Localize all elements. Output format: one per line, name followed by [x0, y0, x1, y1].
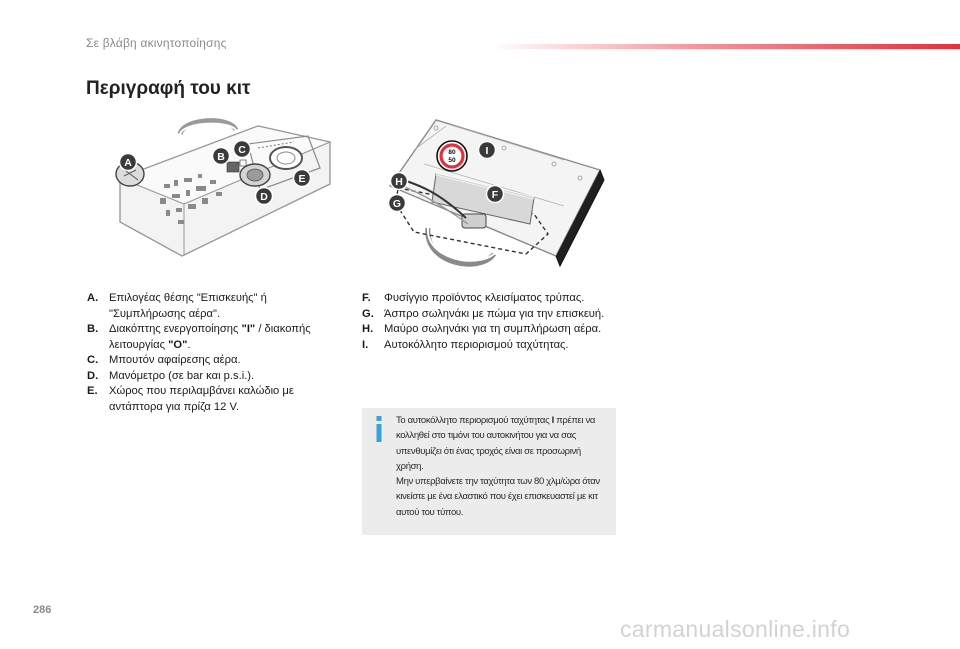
list-item-text: Άσπρο σωληνάκι με πώμα για την επισκευή.	[384, 307, 605, 320]
badge-c-label: C	[238, 144, 246, 156]
list-item-text: Μανόμετρο (σε bar και p.s.i.).	[109, 369, 255, 382]
badge-d-label: D	[260, 191, 268, 203]
list-item-letter: E.	[87, 385, 98, 397]
speed-sign-bottom: 50	[448, 157, 456, 164]
page-number: 286	[33, 604, 52, 616]
list-item	[87, 369, 342, 385]
list-item	[362, 322, 617, 338]
kit-compressor-illustration	[108, 118, 340, 270]
list-item	[362, 338, 617, 354]
section-header: Σε βλάβη ακινητοποίησης	[86, 36, 227, 50]
list-item-text: Μπουτόν αφαίρεσης αέρα.	[109, 354, 241, 366]
badge-i-label: I	[485, 145, 489, 157]
badge-h-label: H	[395, 176, 403, 188]
component-list-right	[362, 291, 617, 353]
list-item-letter: F.	[362, 292, 371, 304]
list-item	[87, 384, 342, 415]
speed-sign-top: 80	[448, 149, 456, 156]
list-item-letter: I.	[362, 338, 369, 351]
list-item-letter: H.	[362, 323, 374, 335]
badge-f-label: F	[491, 189, 499, 201]
info-box	[362, 408, 616, 535]
badge-a	[120, 154, 137, 171]
list-item	[87, 291, 342, 322]
list-item-text: Χώρος που περιλαμβάνει καλώδιο με αντάπτορα για πρίζα 12 V.	[109, 385, 294, 413]
list-item-text: Επιλογέας θέσης "Επισκευής" ή "Συμπλήρωσης αέρα".	[109, 292, 267, 320]
list-item-letter: A.	[87, 292, 99, 304]
info-text: Το αυτοκόλλητο περιορισμού ταχύτητας I πρέπει να κολληθεί στο τιμόνι του αυτοκινήτου για να σας υπενθυμίζει ότι ένας τροχός είναι σε προσωρινή χρήση. Μην υπερβαίνετε την ταχύτητα των 80 χλμ/ώρα όταν κινείστε με ένα ελαστικό που έχει επισκευαστεί με κιτ αυτού του τύπου.	[396, 415, 600, 518]
component-list-left	[87, 291, 342, 415]
list-item-letter: D.	[87, 369, 99, 382]
list-item-text: Μαύρο σωληνάκι για τη συμπλήρωση αέρα.	[384, 323, 602, 335]
list-item	[362, 307, 617, 323]
badge-g	[389, 195, 406, 212]
badge-e	[294, 170, 311, 187]
badge-h	[391, 173, 408, 190]
badge-i	[479, 142, 496, 159]
badge-b-label: B	[217, 151, 225, 163]
badge-c	[234, 141, 251, 158]
page-title: Περιγραφή του κιτ	[86, 78, 251, 99]
list-item-text: Διακόπτης ενεργοποίησης "I" / διακοπής λειτουργίας "O".	[109, 323, 311, 351]
list-item-letter: G.	[362, 307, 374, 320]
badge-f	[487, 186, 504, 203]
list-item-letter: C.	[87, 354, 99, 366]
info-icon	[374, 416, 384, 442]
list-item	[87, 353, 342, 369]
kit-cartridge-illustration	[384, 114, 612, 274]
list-item-letter: B.	[87, 323, 99, 335]
badge-e-label: E	[298, 173, 306, 185]
list-item	[87, 322, 342, 353]
list-item-text: Φυσίγγιο προϊόντος κλεισίματος τρύπας.	[384, 292, 585, 304]
badge-d	[256, 188, 273, 205]
badge-b	[213, 148, 230, 165]
badge-a-label: A	[124, 157, 132, 169]
badge-g-label: G	[392, 198, 402, 210]
list-item-text: Αυτοκόλλητο περιορισμού ταχύτητας.	[384, 338, 569, 351]
list-item	[362, 291, 617, 307]
header-accent-bar	[490, 44, 960, 49]
watermark: carmanualsonline.info	[620, 616, 851, 642]
